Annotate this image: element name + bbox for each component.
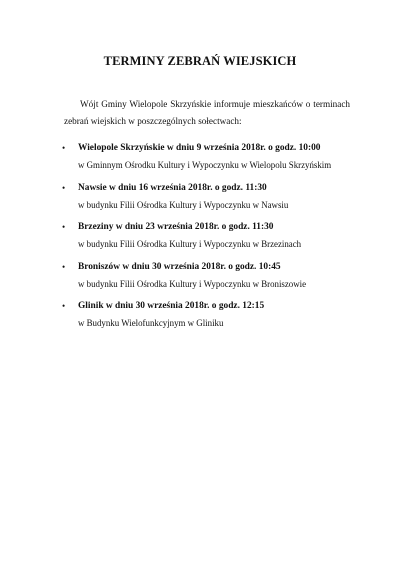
meeting-place: w Budynku Wielofunkcyjnym w Gliniku xyxy=(78,318,224,328)
meeting-item xyxy=(62,300,362,340)
meeting-heading: Wielopole Skrzyńskie w dniu 9 września 2018r. o godz. 10:00 xyxy=(78,143,321,153)
meeting-heading: Glinik w dniu 30 września 2018r. o godz. 12:15 xyxy=(78,301,265,311)
meeting-place: w Gminnym Ośrodku Kultury i Wypoczynku w Wielopolu Skrzyńskim xyxy=(78,160,332,170)
bullet-icon: • xyxy=(62,301,66,311)
meeting-heading: Nawsie w dniu 16 września 2018r. o godz. 11:30 xyxy=(78,182,267,193)
meeting-place: w budynku Filii Ośrodka Kultury i Wypoczynku w Broniszowie xyxy=(78,278,307,289)
meeting-item xyxy=(62,182,362,222)
page-title: TERMINY ZEBRAŃ WIEJSKICH xyxy=(103,54,297,68)
meeting-place: w budynku Filii Ośrodka Kultury i Wypoczynku w Nawsiu xyxy=(78,199,289,210)
bullet-icon: • xyxy=(62,261,66,272)
meeting-list xyxy=(62,142,362,340)
meeting-heading: Brzeziny w dniu 23 września 2018r. o godz. 11:30 xyxy=(78,222,274,232)
intro-paragraph: Wójt Gminy Wielopole Skrzyńskie informuje mieszkańców o terminach zebrań wiejskich w poszczególnych sołectwach: xyxy=(64,99,350,126)
meeting-item xyxy=(62,261,362,301)
meeting-heading: Broniszów w dniu 30 września 2018r. o godz. 10:45 xyxy=(78,261,281,272)
meeting-place: w budynku Filii Ośrodka Kultury i Wypoczynku w Brzezinach xyxy=(78,239,302,249)
meeting-item xyxy=(62,142,362,182)
bullet-icon: • xyxy=(62,222,66,232)
bullet-icon: • xyxy=(62,143,66,153)
bullet-icon: • xyxy=(62,182,66,193)
meeting-item xyxy=(62,221,362,261)
